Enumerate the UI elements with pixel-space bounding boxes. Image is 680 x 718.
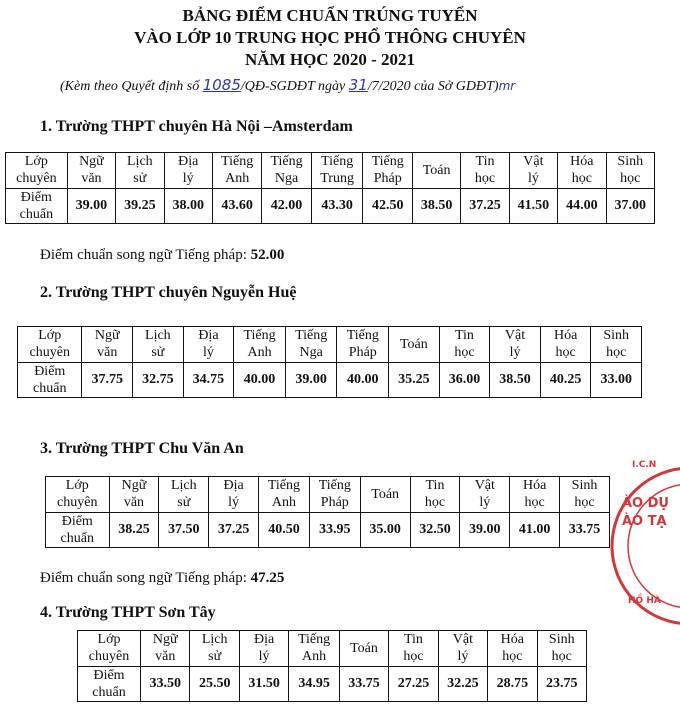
decision-number: 1085 — [202, 76, 241, 94]
cutoff-score: 38.25 — [109, 512, 159, 548]
cutoff-score: 41.50 — [509, 188, 557, 224]
score-row — [18, 362, 642, 398]
subject-name-part: văn — [97, 345, 118, 361]
subject-header — [141, 631, 190, 667]
score-row — [78, 666, 587, 702]
school-4-title: 4. Trường THPT Sơn Tây — [40, 604, 216, 621]
subject-header — [509, 153, 557, 189]
bilingual-score: 52.00 — [250, 247, 285, 263]
subject-name-part: học — [606, 345, 627, 361]
subject-header — [259, 477, 310, 513]
subject-name-part: Địa — [254, 632, 275, 648]
subject-name-part: Tiếng — [295, 328, 328, 344]
subject-header — [212, 153, 261, 189]
subject-name-part: Anh — [225, 171, 250, 187]
subject-header — [311, 153, 363, 189]
subject-name-part: Ngữ — [94, 328, 120, 344]
subject-name-part: Địa — [223, 478, 244, 494]
subject-header — [190, 631, 239, 667]
subject-name-part: Hóa — [522, 478, 547, 494]
cutoff-score: 42.50 — [363, 188, 412, 224]
row-label-class — [46, 477, 110, 513]
note-suffix: /7/2020 của Sở GDĐT) — [367, 79, 499, 94]
cutoff-score: 39.25 — [116, 188, 164, 224]
subject-name-part: Toán — [422, 162, 451, 178]
doc-title-line3: NĂM HỌC 2020 - 2021 — [245, 50, 415, 69]
subject-header — [109, 477, 159, 513]
subject-header — [540, 327, 591, 363]
cutoff-score: 38.50 — [412, 188, 460, 224]
cutoff-score: 39.00 — [285, 362, 337, 398]
school-3-bilingual — [40, 570, 284, 587]
stamp-text-3: ÀO TẠ — [622, 514, 667, 529]
subject-name-part: Tin — [425, 478, 445, 494]
subject-name-part: lý — [228, 495, 240, 511]
subject-name-part: học — [524, 495, 545, 511]
row-label-cutoff-line1: Điểm — [61, 513, 93, 529]
subject-header-row — [18, 327, 642, 363]
subject-name-part: Toán — [399, 336, 428, 352]
subject-header-row — [6, 153, 655, 189]
row-label-cutoff-line2: chuẩn — [92, 684, 126, 700]
note-prefix: (Kèm theo Quyết định số — [60, 79, 200, 94]
cutoff-score: 35.25 — [389, 362, 440, 398]
school-1-score-table — [5, 152, 655, 224]
subject-name-part: Pháp — [320, 495, 349, 511]
school-2-title: 2. Trường THPT chuyên Nguyễn Huệ — [40, 284, 297, 301]
cutoff-score: 37.25 — [461, 188, 509, 224]
cutoff-score: 37.00 — [606, 188, 654, 224]
cutoff-score: 38.50 — [490, 362, 541, 398]
subject-header — [461, 153, 509, 189]
subject-name-part: học — [551, 649, 572, 665]
row-label-class-line1: Lớp — [38, 328, 62, 344]
subject-name-part: sử — [133, 171, 147, 187]
subject-header — [537, 631, 586, 667]
subject-header-row — [46, 477, 610, 513]
subject-name-part: văn — [123, 495, 145, 511]
subject-header — [183, 327, 234, 363]
subject-name-part: sử — [208, 649, 222, 665]
subject-name-part: Ngữ — [152, 632, 178, 648]
subject-header — [439, 327, 490, 363]
subject-header — [234, 327, 286, 363]
subject-name-part: Anh — [271, 495, 296, 511]
cutoff-score: 44.00 — [558, 188, 606, 224]
subject-name-part: Tiếng — [221, 154, 254, 170]
subject-header — [389, 631, 438, 667]
cutoff-score: 31.50 — [239, 666, 288, 702]
subject-header — [488, 631, 537, 667]
row-label-class-line2: chuyên — [57, 495, 98, 511]
score-row — [46, 512, 610, 548]
subject-header — [133, 327, 184, 363]
subject-name-part: lý — [457, 649, 469, 665]
subject-header — [116, 153, 164, 189]
cutoff-score: 32.25 — [438, 666, 487, 702]
subject-name-part: Địa — [198, 328, 219, 344]
subject-name-part: Toán — [371, 486, 400, 502]
cutoff-score: 39.00 — [460, 512, 510, 548]
cutoff-score: 37.25 — [209, 512, 259, 548]
subject-name-part: Tiếng — [318, 478, 351, 494]
school-1-title: 1. Trường THPT chuyên Hà Nội –Amsterdam — [40, 118, 353, 135]
school-3-score-table — [45, 476, 610, 548]
bilingual-label: Điểm chuẩn song ngữ Tiếng pháp: — [40, 247, 247, 263]
cutoff-score: 32.75 — [133, 362, 184, 398]
subject-name-part: học — [474, 171, 496, 187]
subject-name-part: học — [620, 171, 641, 187]
subject-name-part: lý — [202, 345, 214, 361]
bilingual-label: Điểm chuẩn song ngữ Tiếng pháp: — [40, 570, 247, 586]
subject-header — [606, 153, 654, 189]
subject-header — [460, 477, 510, 513]
subject-name-part: Pháp — [373, 171, 402, 187]
subject-header — [389, 327, 440, 363]
subject-header — [289, 631, 339, 667]
note-middle: /QĐ-SGDĐT ngày — [240, 79, 346, 94]
subject-name-part: Hóa — [553, 328, 578, 344]
score-row — [6, 188, 655, 224]
subject-name-part: lý — [258, 649, 270, 665]
subject-name-part: Ngữ — [79, 154, 104, 170]
subject-name-part: Tiếng — [321, 154, 354, 170]
subject-name-part: lý — [527, 171, 539, 187]
row-label-class — [6, 153, 68, 189]
subject-name-part: Địa — [178, 154, 199, 170]
row-label-class-line1: Lớp — [97, 632, 121, 648]
subject-name-part: Pháp — [348, 345, 377, 361]
cutoff-score: 34.95 — [289, 666, 339, 702]
row-label-class-line1: Lớp — [24, 154, 48, 170]
subject-name-part: Vật — [474, 478, 495, 494]
subject-name-part: Sinh — [603, 328, 630, 344]
row-label-cutoff-line2: chuẩn — [60, 530, 94, 546]
subject-header — [337, 327, 389, 363]
subject-name-part: văn — [81, 171, 102, 187]
subject-header — [490, 327, 541, 363]
subject-name-part: Vật — [523, 154, 544, 170]
subject-name-part: Tiếng — [267, 478, 301, 494]
school-2-score-table — [17, 326, 642, 398]
cutoff-score: 33.95 — [309, 512, 360, 548]
cutoff-score: 42.00 — [262, 188, 311, 224]
doc-title-line1: BẢNG ĐIỂM CHUẨN TRÚNG TUYỂN — [182, 6, 478, 25]
subject-name-part: Anh — [302, 649, 327, 665]
subject-name-part: học — [454, 345, 475, 361]
stamp-text-1: I.C.N — [632, 460, 657, 470]
subject-name-part: sử — [151, 345, 165, 361]
row-label-cutoff-line2: chuẩn — [19, 206, 54, 222]
cutoff-score: 40.00 — [234, 362, 286, 398]
subject-name-part: lý — [479, 495, 491, 511]
row-label-cutoff-line2: chuẩn — [33, 380, 67, 396]
subject-header — [239, 631, 288, 667]
official-stamp — [610, 456, 680, 636]
cutoff-score: 39.00 — [67, 188, 115, 224]
cutoff-score: 27.25 — [389, 666, 438, 702]
school-1-bilingual — [40, 247, 284, 264]
cutoff-score: 33.00 — [591, 362, 642, 398]
subject-name-part: học — [502, 649, 523, 665]
subject-name-part: Toán — [350, 640, 378, 656]
subject-name-part: Ngữ — [121, 478, 147, 494]
subject-name-part: Sinh — [548, 632, 575, 648]
cutoff-score: 37.50 — [159, 512, 209, 548]
subject-header — [82, 327, 133, 363]
subject-name-part: Sinh — [617, 154, 644, 170]
subject-name-part: Tin — [454, 328, 474, 344]
decision-day: 31 — [348, 76, 368, 94]
subject-name-part: Vật — [452, 632, 473, 648]
subject-name-part: Tin — [475, 154, 495, 170]
subject-header — [360, 477, 410, 513]
row-label-cutoff — [18, 362, 82, 398]
cutoff-score: 25.50 — [190, 666, 239, 702]
subject-header — [339, 631, 388, 667]
row-label-class-line1: Lớp — [65, 478, 89, 494]
subject-name-part: học — [574, 495, 595, 511]
subject-name-part: văn — [155, 649, 176, 665]
subject-header — [438, 631, 487, 667]
subject-name-part: Hóa — [570, 154, 594, 170]
subject-name-part: lý — [509, 345, 521, 361]
subject-header — [412, 153, 460, 189]
school-3-title: 3. Trường THPT Chu Văn An — [40, 440, 244, 457]
subject-name-part: Tiếng — [243, 328, 276, 344]
bilingual-score: 47.25 — [250, 570, 285, 586]
subject-name-part: Lịch — [201, 632, 228, 648]
row-label-cutoff-line1: Điểm — [93, 667, 125, 683]
subject-name-part: sử — [177, 495, 191, 511]
subject-header — [558, 153, 606, 189]
cutoff-score: 36.00 — [439, 362, 490, 398]
subject-name-part: học — [403, 649, 424, 665]
subject-name-part: Hóa — [500, 632, 524, 648]
subject-name-part: Lịch — [145, 328, 171, 344]
subject-name-part: học — [424, 495, 446, 511]
subject-name-part: Nga — [299, 345, 323, 361]
stamp-text-2: ÀO DỤ — [622, 496, 669, 511]
cutoff-score: 33.50 — [141, 666, 190, 702]
subject-header — [262, 153, 311, 189]
subject-header — [560, 477, 610, 513]
cutoff-score: 38.00 — [164, 188, 212, 224]
subject-header — [67, 153, 115, 189]
subject-name-part: Sinh — [571, 478, 598, 494]
subject-name-part: Anh — [247, 345, 272, 361]
decision-note — [60, 76, 515, 95]
cutoff-score: 43.30 — [311, 188, 363, 224]
subject-header — [159, 477, 209, 513]
cutoff-score: 32.50 — [410, 512, 460, 548]
subject-name-part: Tiếng — [270, 154, 303, 170]
subject-header-row — [78, 631, 587, 667]
subject-name-part: Trung — [320, 171, 354, 187]
cutoff-score: 23.75 — [537, 666, 586, 702]
subject-header — [363, 153, 412, 189]
doc-title-line2: VÀO LỚP 10 TRUNG HỌC PHỔ THÔNG CHUYÊN — [134, 28, 526, 47]
cutoff-score: 28.75 — [488, 666, 537, 702]
subject-header — [309, 477, 360, 513]
cutoff-score: 33.75 — [339, 666, 388, 702]
row-label-class-line2: chuyên — [16, 171, 57, 187]
cutoff-score: 40.50 — [259, 512, 310, 548]
row-label-cutoff — [78, 666, 141, 702]
row-label-class-line2: chuyên — [29, 345, 70, 361]
cutoff-score: 35.00 — [360, 512, 410, 548]
row-label-cutoff — [46, 512, 110, 548]
subject-name-part: Vật — [504, 328, 526, 344]
cutoff-score: 34.75 — [183, 362, 234, 398]
subject-header — [285, 327, 337, 363]
subject-header — [410, 477, 460, 513]
subject-name-part: học — [571, 171, 592, 187]
cutoff-score: 37.75 — [82, 362, 133, 398]
subject-name-part: lý — [182, 171, 194, 187]
row-label-cutoff-line1: Điểm — [20, 189, 52, 205]
subject-name-part: Lịch — [170, 478, 197, 494]
cutoff-score: 41.00 — [510, 512, 560, 548]
stamp-text-4: HỒ HÀ — [628, 596, 661, 606]
subject-header — [591, 327, 642, 363]
row-label-cutoff — [6, 188, 68, 224]
subject-header — [164, 153, 212, 189]
subject-name-part: Lịch — [127, 154, 153, 170]
cutoff-score: 40.00 — [337, 362, 389, 398]
subject-name-part: Nga — [274, 171, 299, 187]
row-label-class — [78, 631, 141, 667]
school-4-score-table — [77, 630, 587, 702]
cutoff-score: 40.25 — [540, 362, 591, 398]
subject-header — [510, 477, 560, 513]
subject-name-part: Tiếng — [371, 154, 404, 170]
subject-name-part: Tin — [403, 632, 423, 648]
row-label-cutoff-line1: Điểm — [34, 363, 66, 379]
subject-header — [209, 477, 259, 513]
cutoff-score: 43.60 — [212, 188, 261, 224]
subject-name-part: học — [555, 345, 576, 361]
subject-name-part: Tiếng — [297, 632, 331, 648]
cutoff-score: 33.75 — [560, 512, 610, 548]
handwritten-initials: mr — [498, 79, 516, 93]
row-label-class — [18, 327, 82, 363]
row-label-class-line2: chuyên — [88, 649, 130, 665]
subject-name-part: Tiếng — [346, 328, 379, 344]
